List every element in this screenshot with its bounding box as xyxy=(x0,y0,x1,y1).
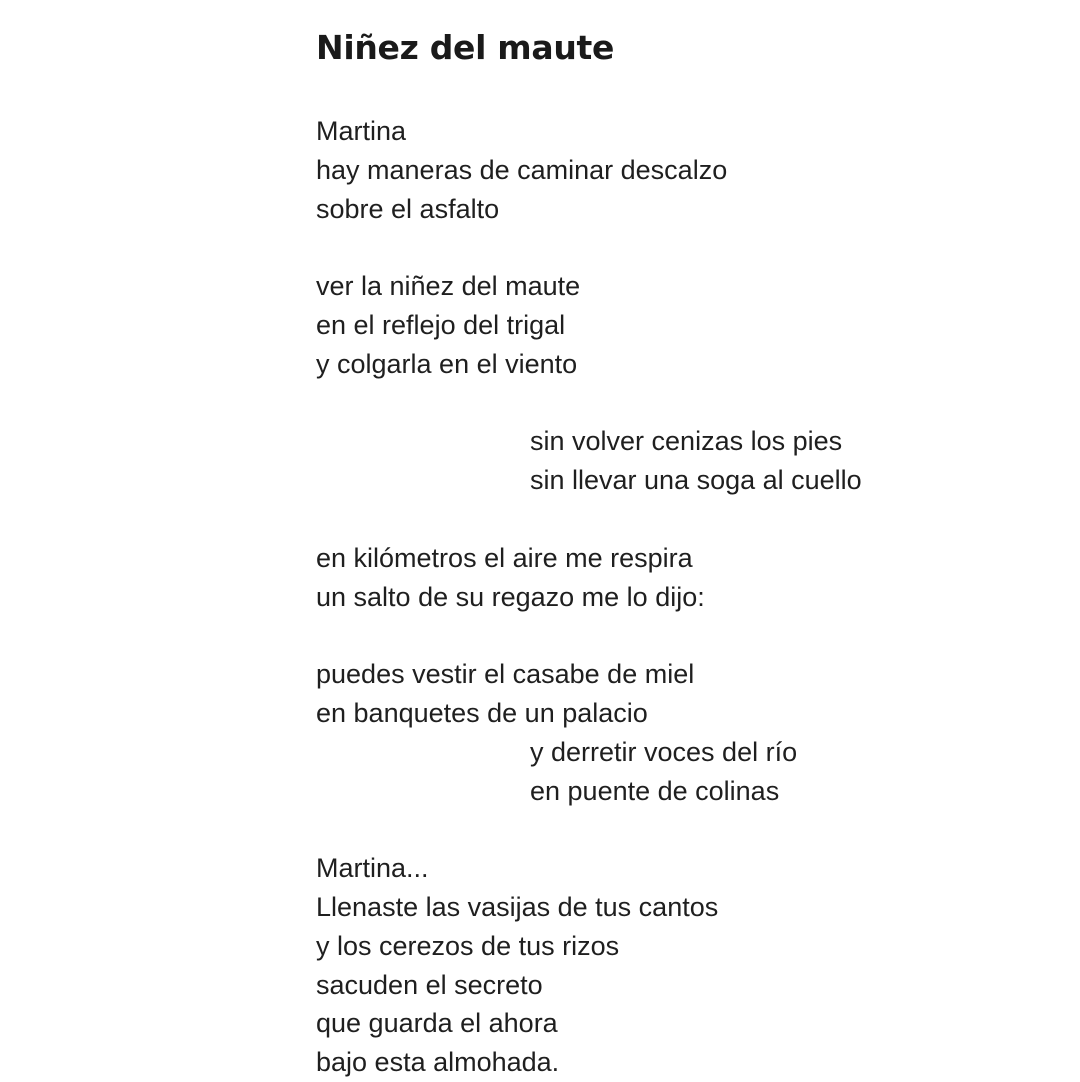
poem-line: un salto de su regazo me lo dijo: xyxy=(316,581,705,612)
poem-body xyxy=(316,112,1056,1082)
poem-line: y colgarla en el viento xyxy=(316,348,578,379)
poem-line: y derretir voces del río xyxy=(530,736,798,767)
poem-line: hay maneras de caminar descalzo xyxy=(316,154,728,185)
poem-stanza xyxy=(316,267,1056,383)
poem-line: puedes vestir el casabe de miel xyxy=(316,659,695,690)
poem-line: sobre el asfalto xyxy=(316,193,500,224)
poem-page xyxy=(316,26,1056,1082)
poem-title: Niñez del maute xyxy=(316,28,615,67)
poem-stanza xyxy=(316,422,1056,500)
poem-stanza xyxy=(316,655,1056,810)
poem-line: sin volver cenizas los pies xyxy=(530,426,843,457)
poem-stanza xyxy=(316,112,1056,228)
poem-line: en puente de colinas xyxy=(530,775,780,806)
poem-line: sin llevar una soga al cuello xyxy=(530,465,862,496)
poem-line: en el reflejo del trigal xyxy=(316,309,566,340)
poem-line: bajo esta almohada. xyxy=(316,1047,560,1078)
poem-line: en banquetes de un palacio xyxy=(316,697,648,728)
poem-line: Llenaste las vasijas de tus cantos xyxy=(316,891,719,922)
poem-stanza xyxy=(316,849,1056,1082)
poem-line: y los cerezos de tus rizos xyxy=(316,930,620,961)
poem-line: Martina xyxy=(316,116,407,146)
poem-stanza xyxy=(316,539,1056,617)
poem-line: que guarda el ahora xyxy=(316,1008,558,1039)
poem-line: ver la niñez del maute xyxy=(316,271,581,302)
poem-line: en kilómetros el aire me respira xyxy=(316,542,693,573)
poem-line: Martina... xyxy=(316,853,429,884)
poem-line: sacuden el secreto xyxy=(316,969,543,1000)
